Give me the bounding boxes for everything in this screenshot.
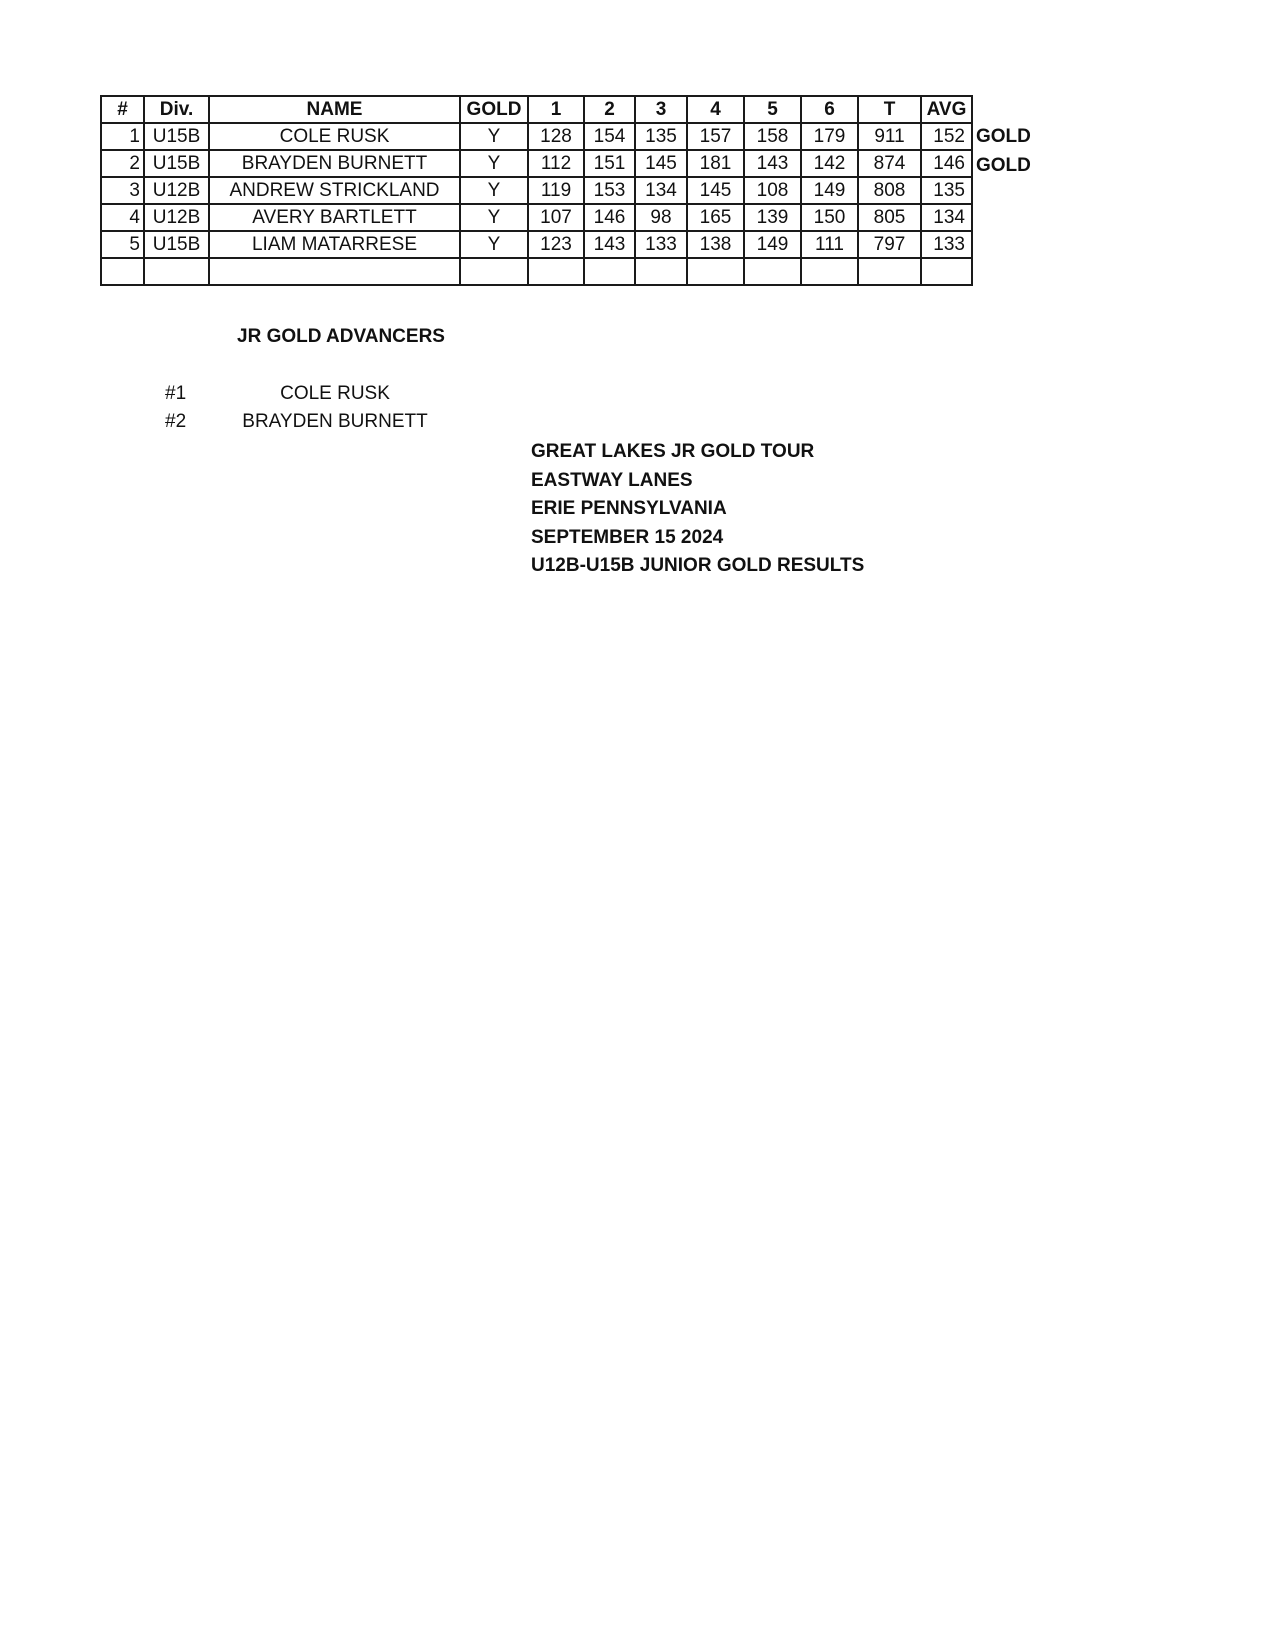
col-header-game-1: 1: [528, 96, 584, 123]
col-header-game-2: 2: [584, 96, 635, 123]
game-4-cell: 165: [687, 204, 744, 231]
gold-cell: Y: [460, 231, 528, 258]
avg-cell: 152: [921, 123, 972, 150]
col-header-gold: GOLD: [460, 96, 528, 123]
advancer-name: BRAYDEN BURNETT: [242, 411, 428, 432]
game-3-cell: 135: [635, 123, 687, 150]
avg-cell: 146: [921, 150, 972, 177]
game-4-cell: 181: [687, 150, 744, 177]
col-header-game-3: 3: [635, 96, 687, 123]
game-2-cell: 143: [584, 231, 635, 258]
game-5-cell: 158: [744, 123, 801, 150]
game-6-cell: 179: [801, 123, 858, 150]
game-5-cell: 149: [744, 231, 801, 258]
game-6-cell: 142: [801, 150, 858, 177]
game-5-cell: 108: [744, 177, 801, 204]
game-4-cell: 157: [687, 123, 744, 150]
game-2-cell: 146: [584, 204, 635, 231]
table-row: [101, 231, 972, 258]
game-1-cell: 123: [528, 231, 584, 258]
col-header-game-5: 5: [744, 96, 801, 123]
table-row: [101, 204, 972, 231]
event-venue: EASTWAY LANES: [531, 469, 693, 491]
game-5-cell: 143: [744, 150, 801, 177]
gold-cell: Y: [460, 204, 528, 231]
div-cell: U12B: [144, 177, 209, 204]
event-date: SEPTEMBER 15 2024: [531, 526, 724, 548]
name-cell: COLE RUSK: [209, 123, 460, 150]
advancers-title: JR GOLD ADVANCERS: [237, 326, 445, 347]
gold-flag-label: GOLD: [976, 126, 1031, 147]
div-cell: U15B: [144, 150, 209, 177]
event-location: ERIE PENNSYLVANIA: [531, 498, 727, 520]
div-cell: U15B: [144, 231, 209, 258]
game-2-cell: 154: [584, 123, 635, 150]
name-cell: BRAYDEN BURNETT: [209, 150, 460, 177]
game-1-cell: 128: [528, 123, 584, 150]
game-6-cell: 150: [801, 204, 858, 231]
game-1-cell: 107: [528, 204, 584, 231]
total-cell: 805: [858, 204, 921, 231]
name-cell: LIAM MATARRESE: [209, 231, 460, 258]
game-4-cell: 138: [687, 231, 744, 258]
rank-cell: 2: [101, 150, 144, 177]
game-6-cell: 111: [801, 231, 858, 258]
name-cell: AVERY BARTLETT: [209, 204, 460, 231]
game-1-cell: 119: [528, 177, 584, 204]
col-header-game-4: 4: [687, 96, 744, 123]
col-header-avg: AVG: [921, 96, 972, 123]
game-3-cell: 134: [635, 177, 687, 204]
name-cell: ANDREW STRICKLAND: [209, 177, 460, 204]
game-2-cell: 151: [584, 150, 635, 177]
gold-cell: Y: [460, 150, 528, 177]
col-header-name: NAME: [209, 96, 460, 123]
event-tour-name: GREAT LAKES JR GOLD TOUR: [531, 441, 815, 462]
table-row: [101, 177, 972, 204]
advancer-rank: #1: [165, 383, 187, 404]
game-3-cell: 145: [635, 150, 687, 177]
avg-cell: 135: [921, 177, 972, 204]
div-cell: U12B: [144, 204, 209, 231]
event-info: [531, 438, 864, 581]
gold-flag-label: GOLD: [976, 155, 1031, 176]
col-header-div: Div.: [144, 96, 209, 123]
gold-cell: Y: [460, 123, 528, 150]
game-4-cell: 145: [687, 177, 744, 204]
rank-cell: 5: [101, 231, 144, 258]
div-cell: U15B: [144, 123, 209, 150]
total-cell: 874: [858, 150, 921, 177]
game-5-cell: 139: [744, 204, 801, 231]
game-3-cell: 133: [635, 231, 687, 258]
results-table: [100, 95, 973, 286]
event-results-title: U12B-U15B JUNIOR GOLD RESULTS: [531, 555, 865, 577]
total-cell: 911: [858, 123, 921, 150]
rank-cell: 3: [101, 177, 144, 204]
advancer-rank: #2: [165, 411, 187, 432]
gold-cell: Y: [460, 177, 528, 204]
game-2-cell: 153: [584, 177, 635, 204]
game-3-cell: 98: [635, 204, 687, 231]
game-1-cell: 112: [528, 150, 584, 177]
total-cell: 808: [858, 177, 921, 204]
advancer-name: COLE RUSK: [280, 383, 390, 404]
col-header-rank: #: [101, 96, 144, 123]
avg-cell: 134: [921, 204, 972, 231]
rank-cell: 1: [101, 123, 144, 150]
table-row: [101, 123, 972, 150]
table-row: [101, 150, 972, 177]
col-header-game-6: 6: [801, 96, 858, 123]
total-cell: 797: [858, 231, 921, 258]
empty-table-row: [101, 258, 972, 285]
avg-cell: 133: [921, 231, 972, 258]
game-6-cell: 149: [801, 177, 858, 204]
header-row: [101, 96, 972, 123]
rank-cell: 4: [101, 204, 144, 231]
col-header-total: T: [858, 96, 921, 123]
